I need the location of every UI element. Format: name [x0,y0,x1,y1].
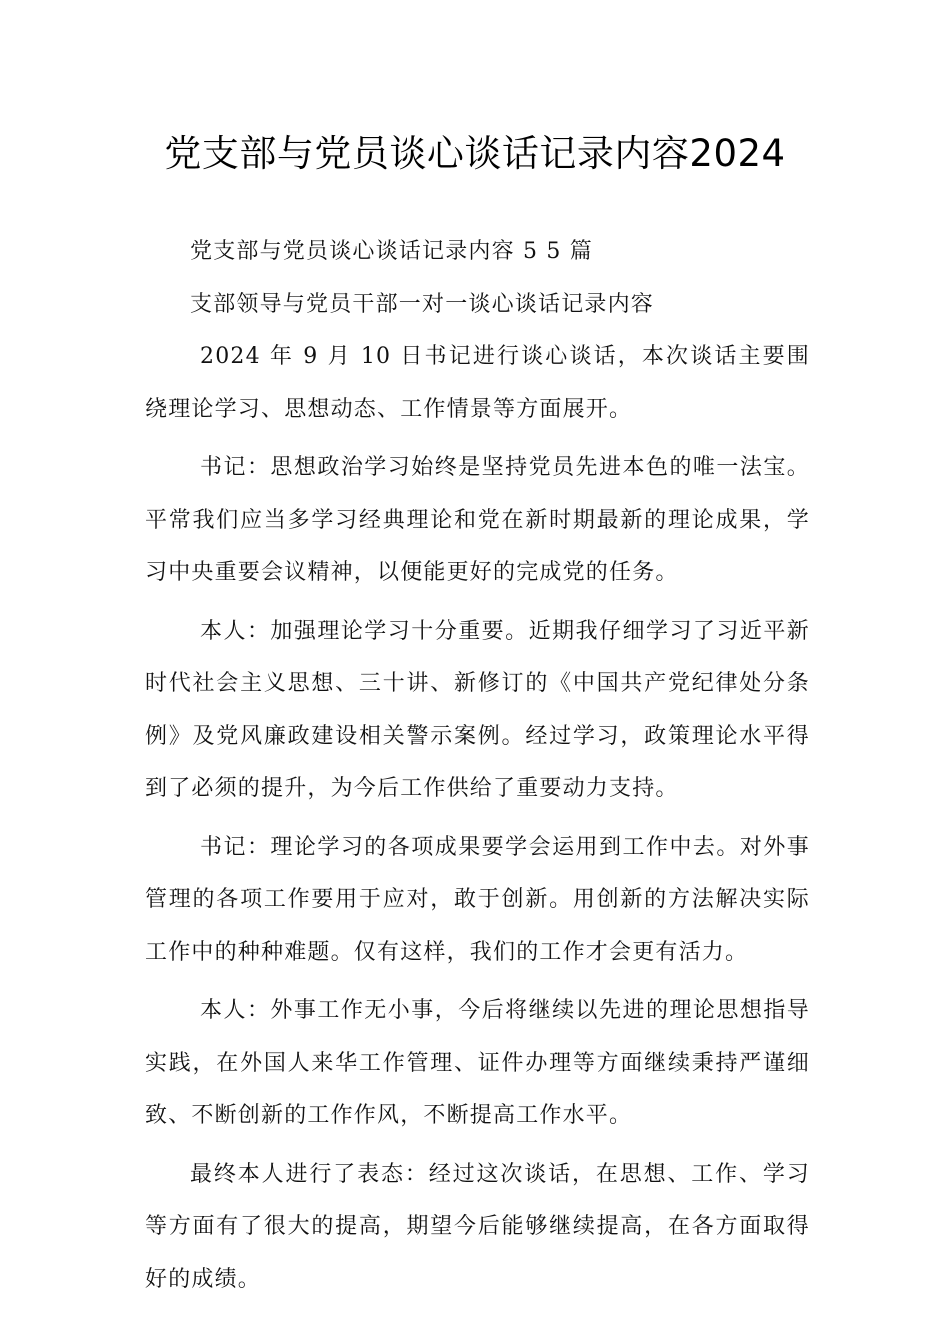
paragraph: 2024 年 9 月 10 日书记进行谈心谈话，本次谈话主要围绕理论学习、思想动态、工作情景等方面展开。 [145,344,810,422]
document-title: 党支部与党员谈心谈话记录内容2024 [164,132,786,175]
paragraph: 书记：理论学习的各项成果要学会运用到工作中去。对外事管理的各项工作要用于应对，敢于创新。用创新的方法解决实际工作中的种种难题。仅有这样，我们的工作才会更有活力。 [145,834,810,965]
document-body [145,331,810,1306]
paragraph: 书记：思想政治学习始终是坚持党员先进本色的唯一法宝。平常我们应当多学习经典理论和党在新时期最新的理论成果，学习中央重要会议精神，以便能更好的完成党的任务。 [145,455,810,585]
paragraph: 本人：外事工作无小事，今后将继续以先进的理论思想指导实践，在外国人来华工作管理、证件办理等方面继续秉持严谨细致、不断创新的工作作风，不断提高工作水平。 [145,998,810,1128]
document-subtitle [145,226,810,279]
subtitle-text: 党支部与党员谈心谈话记录内容 5 5 篇 [190,239,593,264]
paragraph: 最终本人进行了表态：经过这次谈话，在思想、工作、学习等方面有了很大的提高，期望今后能够继续提高，在各方面取得好的成绩。 [145,1161,810,1292]
section-heading-text: 支部领导与党员干部一对一谈心谈话记录内容 [190,292,655,317]
paragraph: 本人：加强理论学习十分重要。近期我仔细学习了习近平新时代社会主义思想、三十讲、新修订的《中国共产党纪律处分条例》及党风廉政建设相关警示案例。经过学习，政策理论水平得到了必须的提升，为今后工作供给了重要动力支持。 [145,618,810,801]
section-heading [145,279,810,332]
